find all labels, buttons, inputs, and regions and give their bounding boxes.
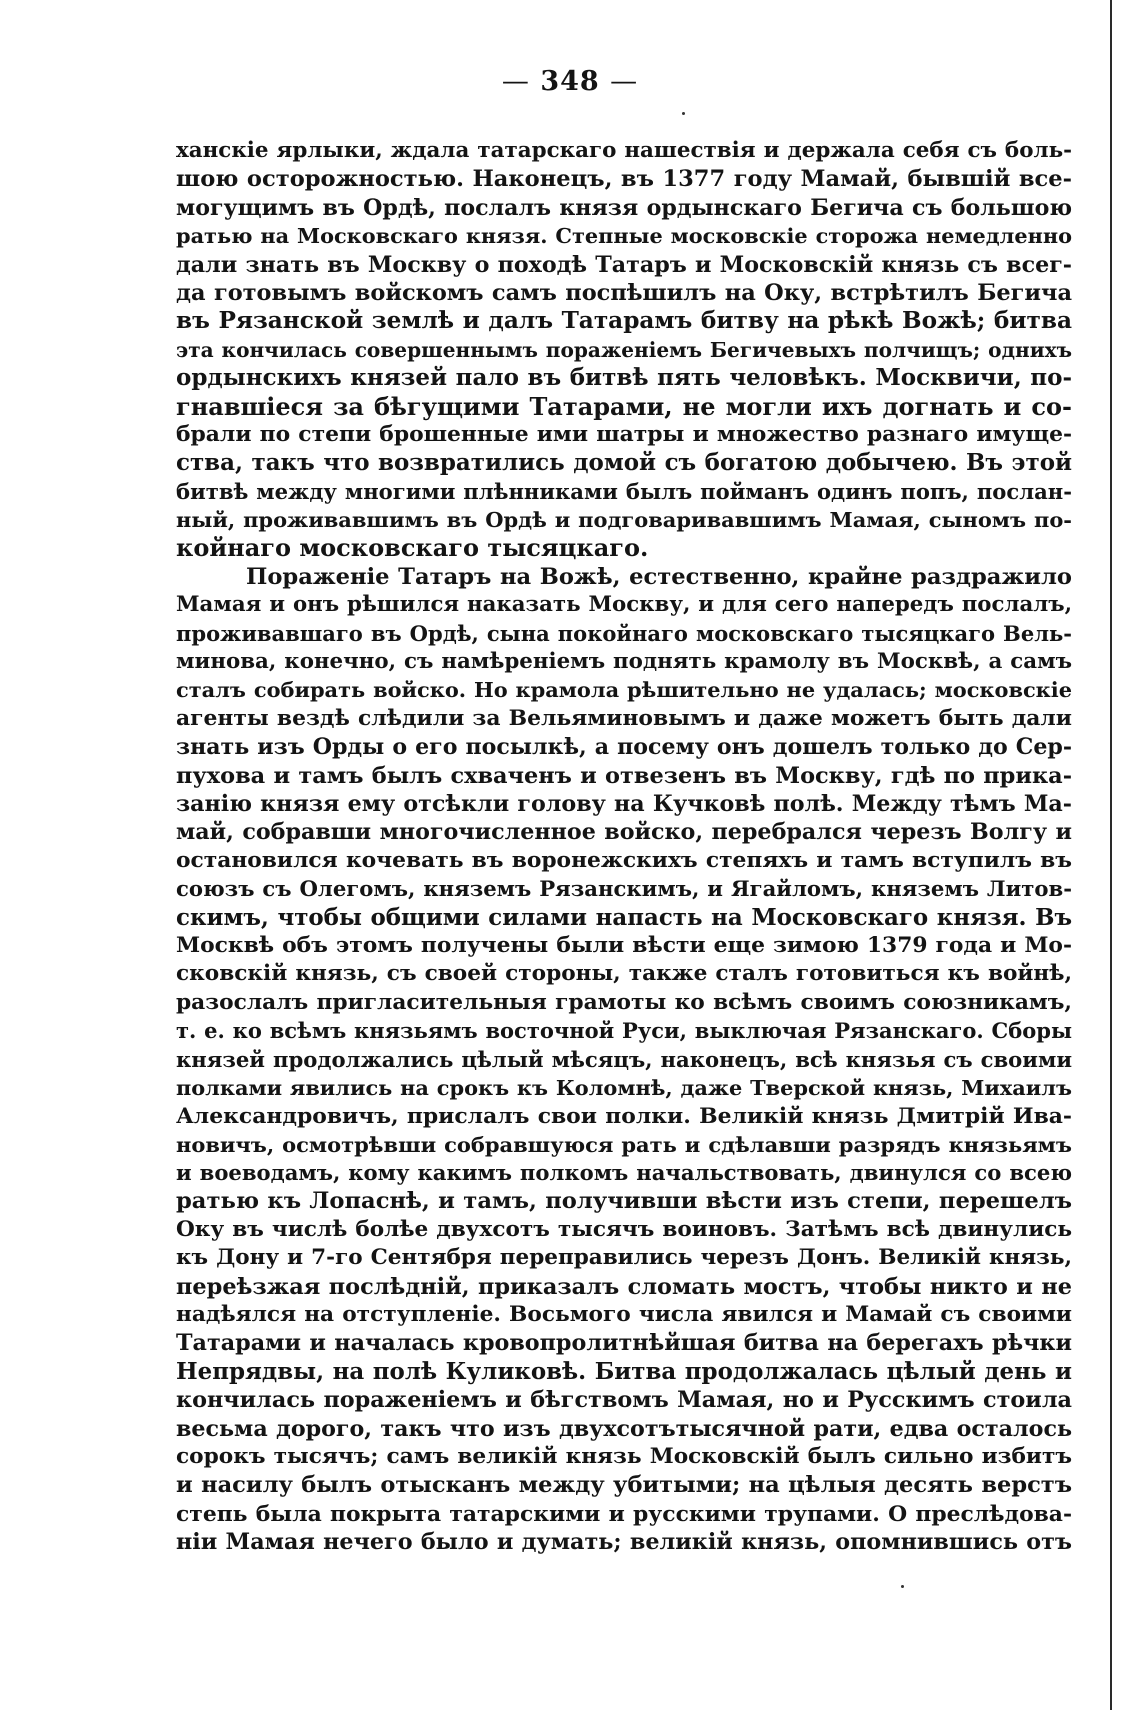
text-line: Мамая и онъ рѣшился наказать Москву, и для сего напередъ послалъ, bbox=[176, 592, 1072, 618]
text-line: т. е. ко всѣмъ князьямъ восточной Руси, выключая Рязанскаго. Сборы bbox=[176, 1018, 1072, 1044]
text-line: дали знать въ Москву о походѣ Татаръ и Московскій князь съ всег- bbox=[176, 251, 1072, 278]
text-line: Александровичъ, прислалъ свои полки. Великій князь Дмитрій Ива- bbox=[176, 1103, 1072, 1130]
text-line: сталъ собирать войско. Но крамола рѣшительно не удалась; московскіе bbox=[176, 677, 1072, 703]
text-line: минова, конечно, съ намѣреніемъ поднять крамолу въ Москвѣ, а самъ bbox=[176, 649, 1072, 675]
page-number-value: 348 bbox=[540, 66, 600, 97]
text-line: и воеводамъ, кому какимъ полкомъ начальствовать, двинулся со всею bbox=[176, 1160, 1072, 1186]
text-line: ратью на Московскаго князя. Степные московскіе сторожа немедленно bbox=[176, 223, 1072, 249]
text-line: полками явились на срокъ къ Коломнѣ, даже Тверской князь, Михаилъ bbox=[176, 1074, 1072, 1100]
text-line: занію князя ему отсѣкли голову на Кучковѣ полѣ. Между тѣмъ Ма- bbox=[176, 790, 1072, 817]
text-line: гнавшіеся за бѣгущими Татарами, не могли ихъ догнать и со- bbox=[176, 391, 1072, 421]
text-line: Москвѣ объ этомъ получены были вѣсти еще зимою 1379 года и Мо- bbox=[176, 932, 1072, 958]
text-line: къ Дону и 7-го Сентября переправились черезъ Донъ. Великій князь, bbox=[176, 1245, 1072, 1271]
paragraph bbox=[176, 563, 1072, 1557]
text-line: брали по степи брошенные ими шатры и множество разнаго имуще- bbox=[176, 421, 1072, 447]
text-line: ніи Мамая нечего было и думать; великій князь, опомнившись отъ bbox=[176, 1529, 1072, 1556]
text-line: пухова и тамъ былъ схваченъ и отвезенъ въ Москву, гдѣ по прика- bbox=[176, 762, 1072, 789]
text-line: князей продолжались цѣлый мѣсяцъ, наконецъ, всѣ князья съ своими bbox=[176, 1046, 1072, 1072]
text-line: ханскіе ярлыки, ждала татарскаго нашествія и держала себя съ боль- bbox=[176, 138, 1072, 163]
body-text bbox=[176, 137, 1072, 1557]
page-number-dash-right: — bbox=[610, 66, 639, 97]
scan-speck bbox=[682, 112, 685, 115]
text-line: скимъ, чтобы общими силами напасть на Московскаго князя. Въ bbox=[176, 903, 1072, 931]
text-line: надѣялся на отступленіе. Восьмого числа явился и Мамай съ своими bbox=[176, 1302, 1072, 1328]
text-line: Оку въ числѣ болѣе двухсотъ тысячъ воиновъ. Затѣмъ всѣ двинулись bbox=[176, 1216, 1072, 1242]
text-line: разослалъ пригласительныя грамоты ко всѣмъ своимъ союзникамъ, bbox=[176, 989, 1072, 1015]
text-line: Непрядвы, на полѣ Куликовѣ. Битва продолжалась цѣлый день и bbox=[176, 1357, 1072, 1385]
text-line: да готовымъ войскомъ самъ поспѣшилъ на Оку, встрѣтилъ Бегича bbox=[176, 279, 1072, 306]
text-line: кончилась пораженіемъ и бѣгствомъ Мамая, но и Русскимъ стоила bbox=[176, 1387, 1072, 1414]
page-edge-line bbox=[1110, 0, 1112, 1710]
text-line: Татарами и началась кровопролитнѣйшая битва на берегахъ рѣчки bbox=[176, 1330, 1072, 1357]
text-line: ства, такъ что возвратились домой съ богатою добычею. Въ этой bbox=[176, 449, 1072, 477]
text-line: степь была покрыта татарскими и русскими трупами. О преслѣдова- bbox=[176, 1500, 1072, 1527]
text-line: эта кончилась совершеннымъ пораженіемъ Бегичевыхъ полчищъ; однихъ bbox=[176, 337, 1072, 362]
text-line: могущимъ въ Ордѣ, послалъ князя ордынскаго Бегича съ большою bbox=[176, 194, 1072, 221]
text-line: сковскій князь, съ своей стороны, также сталъ готовиться къ войнѣ, bbox=[176, 961, 1072, 987]
text-line: сорокъ тысячъ; самъ великій князь Московскій былъ сильно избитъ bbox=[176, 1443, 1072, 1469]
text-line: знать изъ Орды о его посылкѣ, а посему онъ дошелъ только до Сер- bbox=[176, 734, 1072, 761]
text-line: май, собравши многочисленное войско, перебрался черезъ Волгу и bbox=[176, 819, 1072, 846]
text-line: и насилу былъ отысканъ между убитыми; на цѣлыя десять верстъ bbox=[176, 1472, 1072, 1499]
text-line: остановился кочевать въ воронежскихъ степяхъ и тамъ вступилъ въ bbox=[176, 847, 1072, 873]
text-line: ный, проживавшимъ въ Ордѣ и подговаривавшимъ Мамая, сыномъ по- bbox=[176, 507, 1072, 533]
text-line: ордынскихъ князей пало въ битвѣ пять человѣкъ. Москвичи, по- bbox=[176, 364, 1072, 392]
scan-speck bbox=[901, 1585, 904, 1588]
text-line: проживавшаго въ Ордѣ, сына покойнаго московскаго тысяцкаго Вель- bbox=[176, 620, 1072, 646]
text-line: переѣзжая послѣдній, приказалъ сломать мостъ, чтобы никто и не bbox=[176, 1273, 1072, 1300]
text-line: новичъ, осмотрѣвши собравшуюся рать и сдѣлавши разрядъ князьямъ bbox=[176, 1131, 1072, 1157]
text-line: ратью къ Лопаснѣ, и тамъ, получивши вѣсти изъ степи, перешелъ bbox=[176, 1188, 1072, 1215]
page-number-dash-left: — bbox=[501, 66, 530, 97]
page-number bbox=[0, 66, 1140, 97]
paragraph bbox=[176, 137, 1072, 563]
text-line: въ Рязанской землѣ и далъ Татарамъ битву на рѣкѣ Вожѣ; битва bbox=[176, 307, 1072, 335]
text-line: агенты вездѣ слѣдили за Вельяминовымъ и даже можетъ быть дали bbox=[176, 705, 1072, 731]
text-line: битвѣ между многими плѣнниками былъ пойманъ одинъ попъ, послан- bbox=[176, 478, 1072, 504]
text-line: союзъ съ Олегомъ, княземъ Рязанскимъ, и Ягайломъ, княземъ Литов- bbox=[176, 876, 1072, 902]
text-line: Пораженіе Татаръ на Вожѣ, естественно, крайне раздражило bbox=[246, 563, 1072, 590]
text-line: койнаго московскаго тысяцкаго. bbox=[176, 533, 649, 563]
text-line: весьма дорого, такъ что изъ двухсотътысячной рати, едва осталось bbox=[176, 1415, 1072, 1442]
text-line: шою осторожностью. Наконецъ, въ 1377 году Мамай, бывшій все- bbox=[176, 166, 1072, 193]
